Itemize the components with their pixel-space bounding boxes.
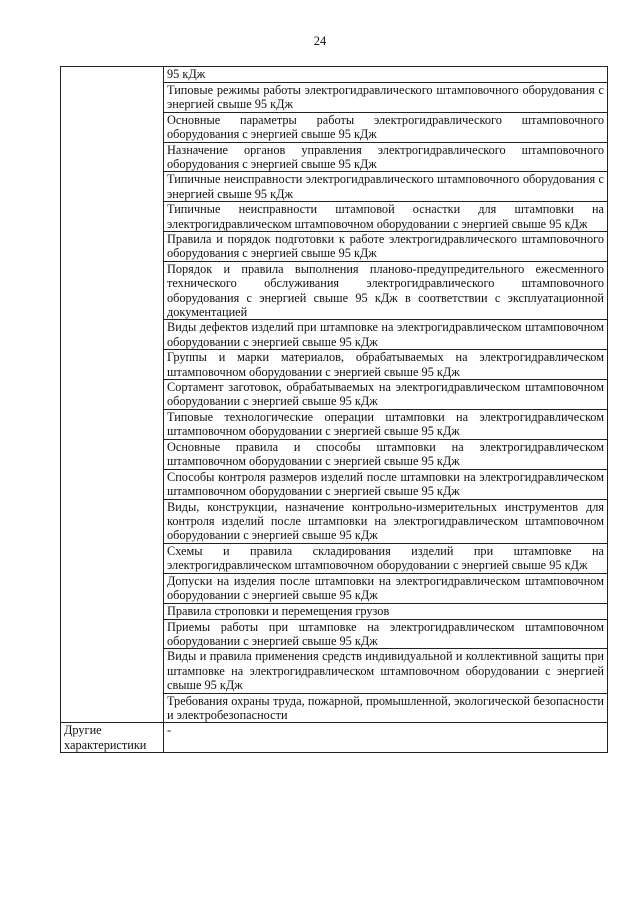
- knowledge-item: Основные параметры работы электрогидравлического штамповочного оборудования с энергией свыше 95 кДж: [164, 112, 607, 142]
- other-characteristics-row: [61, 723, 608, 752]
- knowledge-row: [61, 67, 608, 723]
- knowledge-item: Виды дефектов изделий при штамповке на электрогидравлическом штамповочном оборудовании с энергией свыше 95 кДж: [164, 319, 607, 349]
- knowledge-item: Правила и порядок подготовки к работе электрогидравлического штамповочного оборудования с энергией свыше 95 кДж: [164, 231, 607, 261]
- knowledge-item: 95 кДж: [167, 67, 206, 81]
- knowledge-item: Виды и правила применения средств индивидуальной и коллективной защиты при штамповке на электрогидравлическом штамповочном оборудовании с энергией свыше 95 кДж: [164, 648, 607, 692]
- other-characteristics-label: Другие характеристики: [61, 723, 164, 752]
- row-label-cell: [61, 67, 164, 723]
- other-characteristics-value: -: [164, 723, 608, 752]
- knowledge-list-cell: [164, 67, 608, 723]
- knowledge-item: Требования охраны труда, пожарной, промышленной, экологической безопасности и электробезопасности: [164, 693, 607, 723]
- knowledge-item: Правила строповки и перемещения грузов: [164, 603, 607, 619]
- knowledge-item: Виды, конструкции, назначение контрольно-измерительных инструментов для контроля изделий после штамповки на электрогидравлическом штамповочном оборудовании с энергией свыше 95 кДж: [164, 499, 607, 543]
- knowledge-item: Типичные неисправности штамповой оснастки для штамповки на электрогидравлическом штамповочном оборудовании с энергией свыше 95 кДж: [164, 201, 607, 231]
- requirements-table: [60, 66, 608, 753]
- knowledge-item: Типовые технологические операции штамповки на электрогидравлическом штамповочном оборудовании с энергией свыше 95 кДж: [164, 409, 607, 439]
- knowledge-item: Основные правила и способы штамповки на электрогидравлическом штамповочном оборудовании с энергией свыше 95 кДж: [164, 439, 607, 469]
- knowledge-item: Сортамент заготовок, обрабатываемых на электрогидравлическом штамповочном оборудовании с энергией свыше 95 кДж: [164, 379, 607, 409]
- knowledge-item: Типовые режимы работы электрогидравлического штамповочного оборудования с энергией свыше 95 кДж: [164, 82, 607, 112]
- knowledge-item: Приемы работы при штамповке на электрогидравлическом штамповочном оборудовании с энергией свыше 95 кДж: [164, 619, 607, 649]
- knowledge-item: Группы и марки материалов, обрабатываемых на электрогидравлическом штамповочном оборудовании с энергией свыше 95 кДж: [164, 349, 607, 379]
- knowledge-item: Назначение органов управления электрогидравлического штамповочного оборудования с энергией свыше 95 кДж: [164, 142, 607, 172]
- knowledge-item: Способы контроля размеров изделий после штамповки на электрогидравлическом штамповочном оборудовании с энергией свыше 95 кДж: [164, 469, 607, 499]
- knowledge-item: Порядок и правила выполнения планово-предупредительного ежесменного технического обслуживания электрогидравлического штамповочного оборудования с энергией свыше 95 кДж в соответствии с эксплуатационной документацией: [164, 261, 607, 319]
- knowledge-item: Схемы и правила складирования изделий при штамповке на электрогидравлическом штамповочном оборудовании с энергией свыше 95 кДж: [164, 543, 607, 573]
- knowledge-item: Допуски на изделия после штамповки на электрогидравлическом штамповочном оборудовании с энергией свыше 95 кДж: [164, 573, 607, 603]
- page-number: 24: [313, 34, 327, 48]
- knowledge-item: Типичные неисправности электрогидравлического штамповочного оборудования с энергией свыше 95 кДж: [164, 171, 607, 201]
